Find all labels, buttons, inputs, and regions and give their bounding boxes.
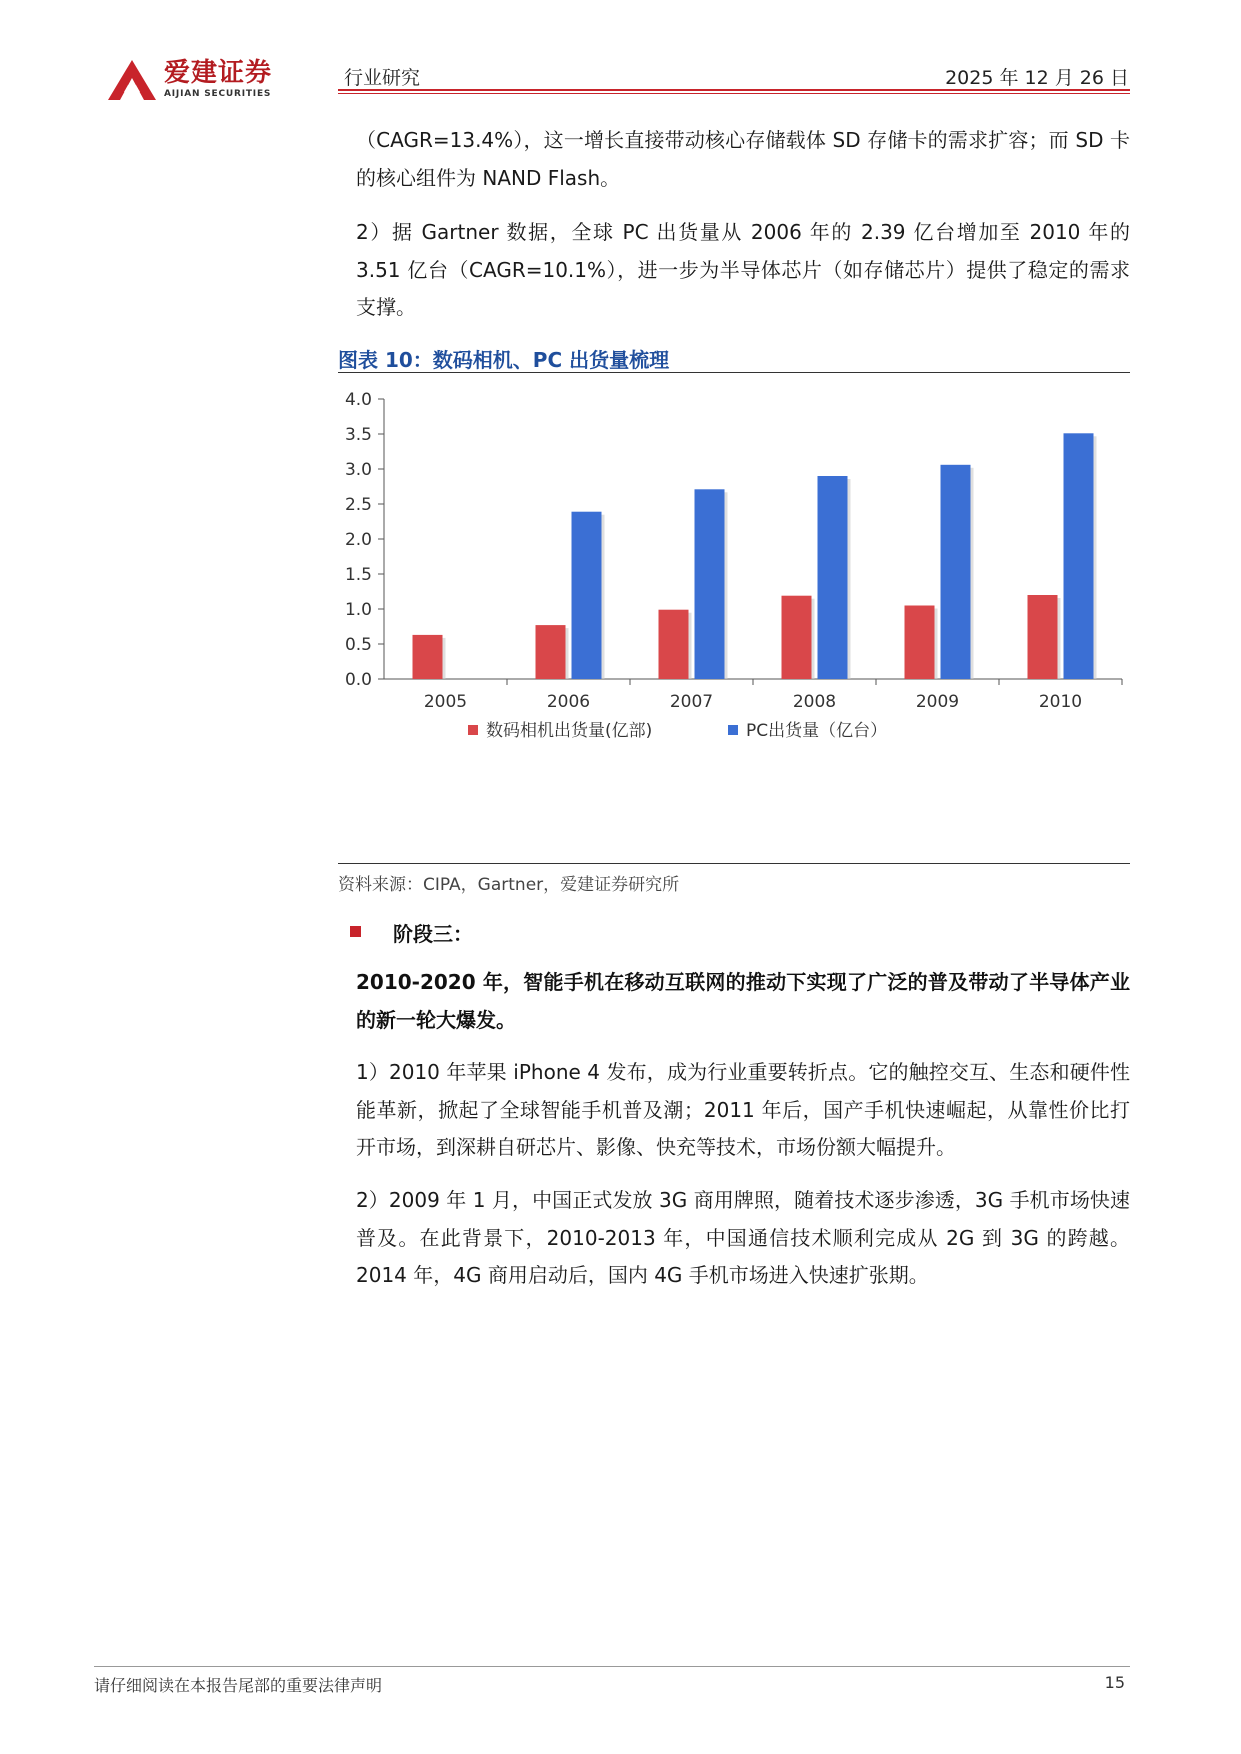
x-tick-label: 2006: [546, 692, 591, 712]
legend-swatch: [468, 725, 478, 735]
y-tick-label: 4.0: [344, 390, 372, 410]
paragraph-pc-shipments: 2）据 Gartner 数据，全球 PC 出货量从 2006 年的 2.39 亿台增加至 2010 年的 3.51 亿台（CAGR=10.1%），进一步为半导体芯片（如存储芯片）提供了稳定的需求支撑。: [356, 220, 1130, 319]
figure-source: 资料来源：CIPA，Gartner，爱建证券研究所: [338, 875, 680, 895]
header-date: 2025 年 12 月 26 日: [945, 67, 1129, 89]
bar-2006-series-0: [536, 625, 566, 679]
bar-2007-series-1: [695, 489, 725, 679]
header-divider: [338, 89, 1130, 91]
header-section-label: 行业研究: [344, 67, 421, 89]
y-tick-label: 0.0: [344, 670, 372, 690]
x-tick-label: 2005: [423, 692, 468, 712]
stage-heading: 阶段三：: [393, 922, 473, 946]
y-tick-label: 0.5: [344, 635, 372, 655]
logo-english-name: AIJIAN SECURITIES: [164, 89, 272, 99]
paragraph-iphone: 1）2010 年苹果 iPhone 4 发布，成为行业重要转折点。它的触控交互、生态和硬件性能革新，掀起了全球智能手机普及潮；2011 年后，国产手机快速崛起，从靠性价比打开市场，到深耕自研芯片、影像、快充等技术，市场份额大幅提升。: [356, 1060, 1130, 1159]
chart-background: [338, 382, 1130, 852]
y-tick-label: 1.0: [344, 600, 372, 620]
y-tick-label: 3.0: [344, 460, 372, 480]
y-tick-label: 1.5: [344, 565, 372, 585]
paragraph-smartphone-summary: 2010-2020 年，智能手机在移动互联网的推动下实现了广泛的普及带动了半导体产业的新一轮大爆发。: [356, 970, 1130, 1032]
bar-2006-series-1: [572, 512, 602, 679]
figure-top-rule: [338, 372, 1130, 373]
legend-label: PC出货量（亿台）: [746, 721, 888, 741]
logo-mark-icon: [106, 58, 158, 102]
paragraph-3g-4g: 2）2009 年 1 月，中国正式发放 3G 商用牌照，随着技术逐步渗透，3G 手机市场快速普及。在此背景下，2010-2013 年，中国通信技术顺利完成从 2G 到 3G 的跨越。2014 年，4G 商用启动后，国内 4G 手机市场进入快速扩张期。: [356, 1188, 1130, 1287]
y-tick-label: 2.0: [344, 530, 372, 550]
bar-2005-series-0: [413, 635, 443, 679]
figure-bottom-rule: [338, 863, 1130, 864]
bar-2008-series-1: [818, 476, 848, 679]
x-tick-label: 2010: [1038, 692, 1083, 712]
bar-2008-series-0: [782, 596, 812, 679]
x-tick-label: 2007: [669, 692, 714, 712]
legend-label: 数码相机出货量(亿部): [486, 721, 653, 741]
bar-2010-series-1: [1064, 433, 1094, 679]
paragraph-sd-card: （CAGR=13.4%），这一增长直接带动核心存储载体 SD 存储卡的需求扩容；而 SD 卡的核心组件为 NAND Flash。: [356, 128, 1130, 190]
header-divider-thin: [338, 93, 1130, 94]
bar-2010-series-0: [1028, 595, 1058, 679]
page-number: 15: [1104, 1673, 1125, 1692]
company-logo: [106, 58, 288, 102]
x-tick-label: 2008: [792, 692, 837, 712]
y-tick-label: 3.5: [344, 425, 372, 445]
square-bullet-icon: [350, 926, 361, 937]
shipments-bar-chart: [338, 382, 1130, 852]
bar-2009-series-0: [905, 606, 935, 680]
x-tick-label: 2009: [915, 692, 960, 712]
footer-disclaimer: 请仔细阅读在本报告尾部的重要法律声明: [94, 1676, 383, 1695]
logo-chinese-name: 爱建证券: [164, 58, 273, 88]
legend-swatch: [728, 725, 738, 735]
bar-2007-series-0: [659, 610, 689, 679]
bar-2009-series-1: [941, 465, 971, 679]
y-tick-label: 2.5: [344, 495, 372, 515]
footer-divider: [94, 1666, 1130, 1667]
figure-title: 图表 10：数码相机、PC 出货量梳理: [338, 348, 670, 372]
